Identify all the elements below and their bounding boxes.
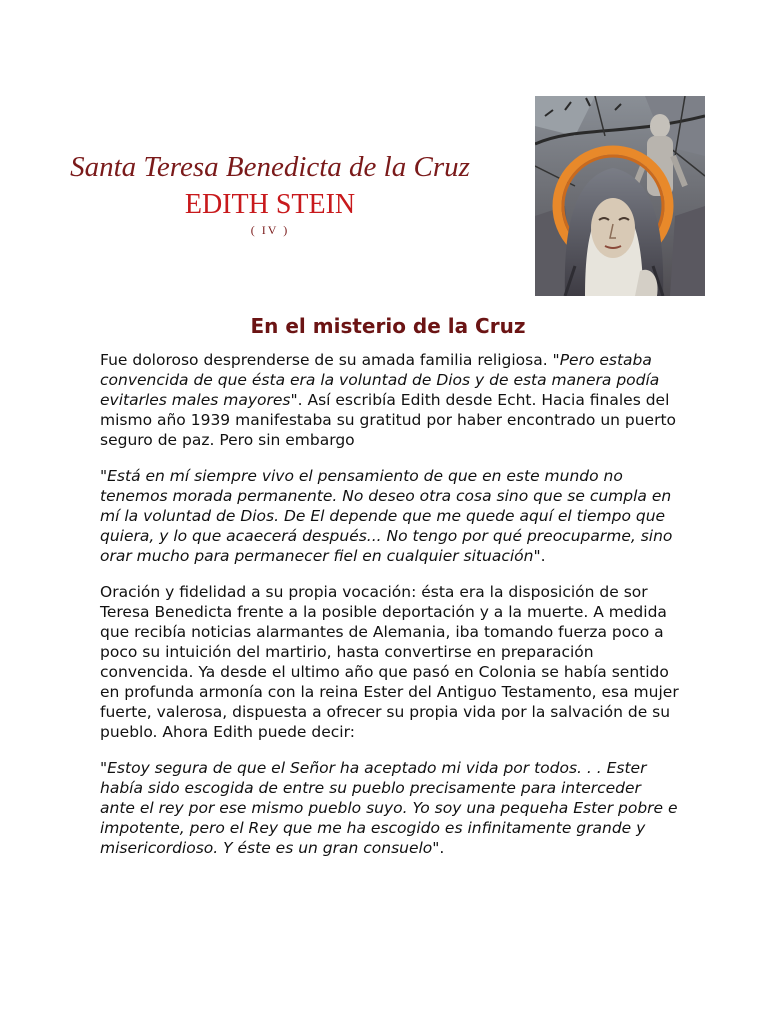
stained-glass-portrait-icon	[535, 96, 705, 296]
saint-name: EDITH STEIN	[184, 189, 356, 220]
quote: Estoy segura de que el Señor ha aceptado mi vida por todos. . . Ester había sido escogida de entre su pueblo precisamente para interceder ante el rey por ese mismo pueblo suyo. Yo soy una pequeha Ester pobre e impotente, pero el Rey que me ha escogido es infinitamente grande y misericordioso. Y éste es un gran consuelo	[100, 759, 678, 857]
text: Fue doloroso desprenderse de su amada familia religiosa. "	[100, 351, 560, 369]
document-title: Santa Teresa Benedicta de la Cruz	[70, 151, 470, 183]
paragraph-2	[100, 466, 680, 566]
document-header	[40, 148, 500, 238]
text: ".	[533, 547, 546, 565]
text: "	[100, 759, 108, 777]
paragraph-1	[100, 350, 680, 450]
text: ". Así escribía Edith desde Echt. Hacia finales del mismo año 1939 manifestaba su gratitud por haber encontrado un puerto seguro de paz. Pero sin embargo	[100, 391, 677, 449]
paragraph-4	[100, 758, 680, 858]
article-body	[100, 350, 680, 874]
text: "	[100, 467, 108, 485]
part-number: ( IV )	[250, 223, 290, 237]
section-title: En el misterio de la Cruz	[250, 314, 526, 338]
quote: Está en mí siempre vivo el pensamiento de que en este mundo no tenemos morada permanente. No deseo otra cosa sino que se cumpla en mí la voluntad de Dios. De El depende que me quede aquí el tiempo que quiera, y lo que acaecerá después... No tengo por qué preocuparme, sino orar mucho para permanecer fiel en cualquier situación	[100, 467, 673, 565]
quote: Pero estaba convencida de que ésta era la voluntad de Dios y de esta manera podía evitarles males mayores	[100, 351, 660, 409]
text: ".	[432, 839, 445, 857]
paragraph-3: Oración y fidelidad a su propia vocación: ésta era la disposición de sor Teresa Benedicta frente a la posible deportación y a la muerte. A medida que recibía noticias alarmantes de Alemania, iba tomando fuerza poco a poco su intuición del martirio, hasta convertirse en preparación convencida. Ya desde el ultimo año que pasó en Colonia se había sentido en profunda armonía con la reina Ester del Antiguo Testamento, esa mujer fuerte, valerosa, dispuesta a ofrecer su propia vida por la salvación de su pueblo. Ahora Edith puede decir:	[100, 583, 679, 741]
